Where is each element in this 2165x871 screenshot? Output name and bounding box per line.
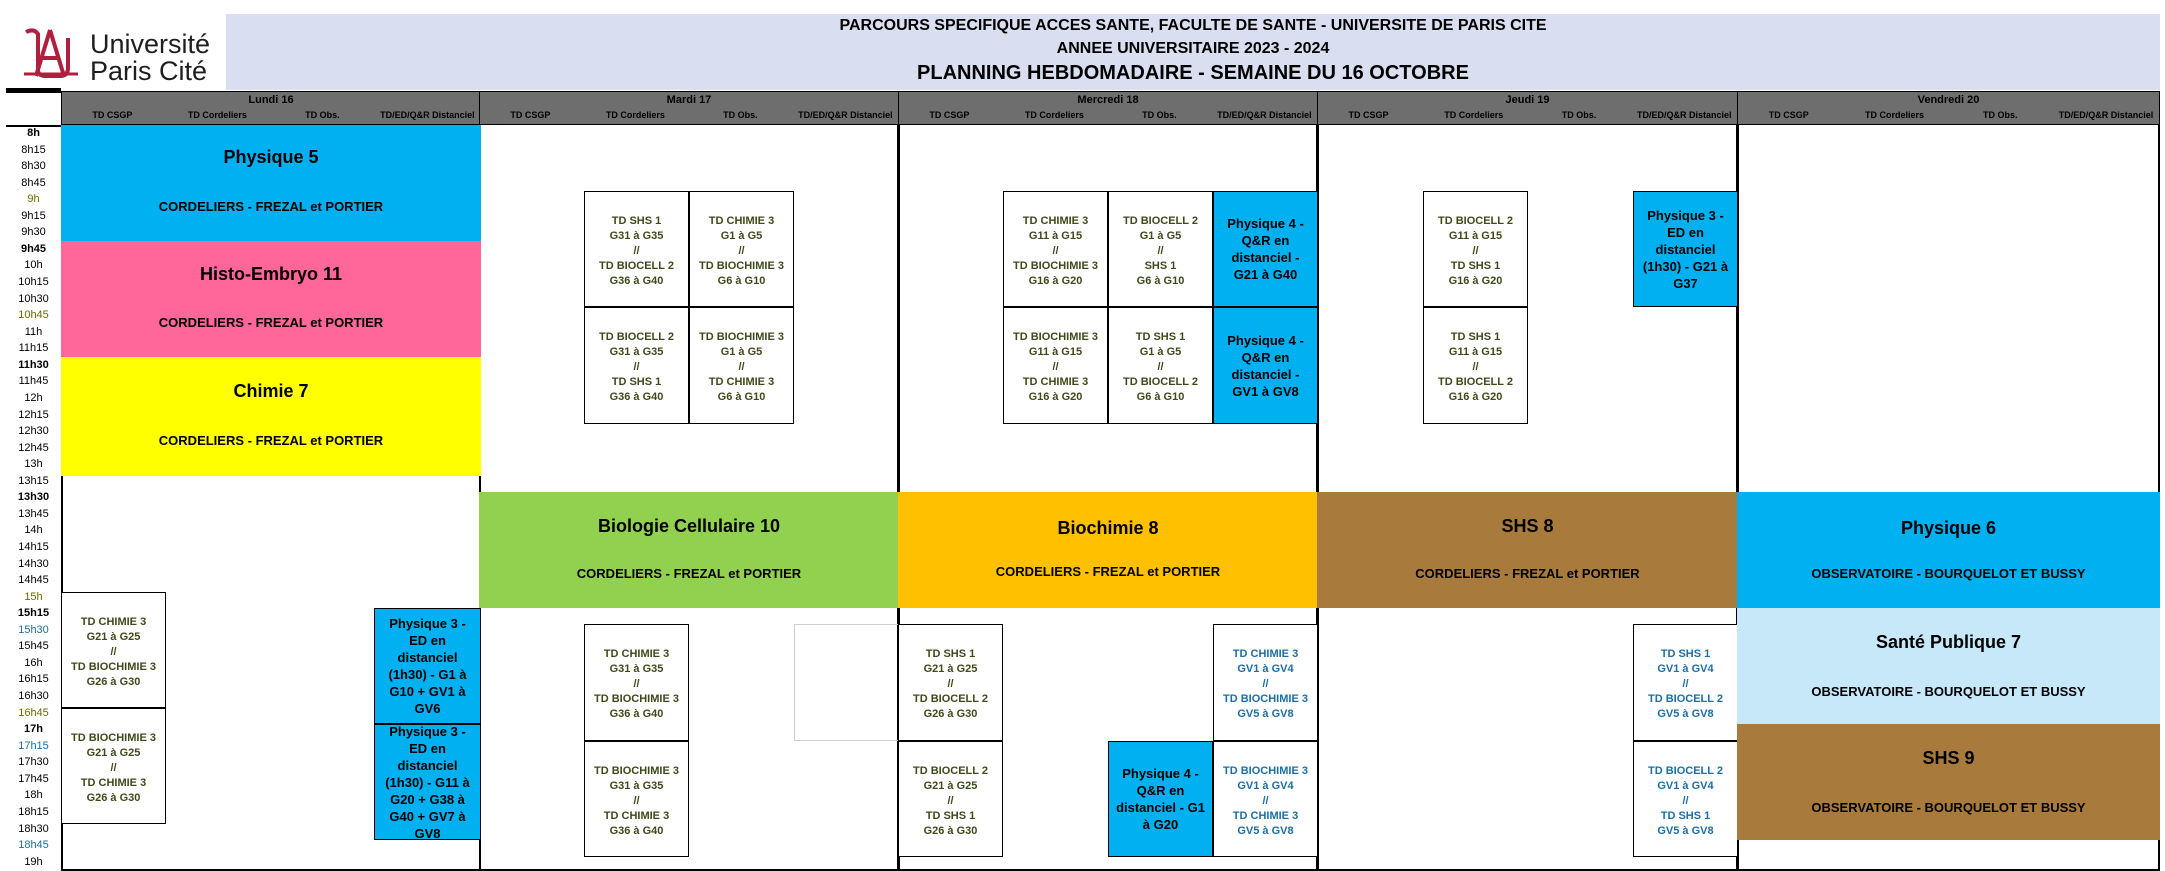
lecture-biologie-cellulaire-10[interactable]	[479, 492, 899, 608]
logo-text-universite: Université	[90, 29, 211, 59]
lecture-title: SHS 8	[1501, 516, 1554, 536]
lecture-biochimie-8[interactable]	[898, 492, 1318, 608]
subcolumn-header: TD CSGP	[1768, 110, 1809, 120]
time-label: 13h15	[18, 474, 49, 487]
distanciel-block[interactable]: Physique 4 - Q&R en distanciel - GV1 à GV8	[1213, 307, 1318, 424]
time-label: 15h15	[17, 607, 50, 620]
lecture-location: OBSERVATOIRE - BOURQUELOT ET BUSSY	[1811, 684, 2086, 699]
lecture-title: Physique 5	[223, 147, 319, 167]
lecture-location: CORDELIERS - FREZAL et PORTIER	[158, 199, 384, 214]
subcolumn-header: TD Obs.	[723, 110, 758, 120]
time-label: 17h45	[18, 772, 49, 785]
lecture-shs-8[interactable]	[1317, 492, 1738, 608]
subcolumn-header: TD/ED/Q&R Distanciel	[1217, 110, 1312, 120]
subcolumn-header: TD/ED/Q&R Distanciel	[798, 110, 893, 120]
time-label: 10h30	[18, 292, 49, 305]
time-label: 15h	[24, 590, 43, 603]
subcolumn-header: TD/ED/Q&R Distanciel	[2058, 110, 2154, 120]
td-block[interactable]: TD SHS 1 G21 à G25 // TD BIOCELL 2 G26 à G30	[898, 624, 1003, 741]
td-block[interactable]: TD CHIMIE 3 G21 à G25 // TD BIOCHIMIE 3 G26 à G30	[61, 592, 166, 708]
time-label: 14h45	[18, 574, 49, 587]
lecture-title: SHS 9	[1922, 748, 1975, 768]
lecture-title: Biochimie 8	[1057, 518, 1159, 538]
time-label: 14h30	[18, 557, 49, 570]
time-label: 12h30	[18, 425, 49, 438]
time-label: 17h30	[18, 756, 49, 769]
time-label: 12h45	[18, 441, 49, 454]
time-label: 18h	[24, 789, 43, 802]
subcolumn-header: TD Cordeliers	[605, 110, 665, 120]
lecture-location: OBSERVATOIRE - BOURQUELOT ET BUSSY	[1811, 566, 2086, 581]
td-block[interactable]: TD BIOCHIMIE 3 G1 à G5 // TD CHIMIE 3 G6 à G10	[689, 307, 794, 424]
lecture-location: CORDELIERS - FREZAL et PORTIER	[576, 566, 802, 581]
td-block[interactable]: TD CHIMIE 3 G11 à G15 // TD BIOCHIMIE 3 G16 à G20	[1003, 191, 1108, 307]
lecture-shs-9[interactable]	[1737, 724, 2160, 840]
time-label: 10h15	[18, 276, 49, 289]
time-label: 12h	[24, 391, 43, 404]
time-label: 17h	[24, 723, 43, 736]
subcolumn-header: TD Obs.	[1142, 110, 1177, 120]
time-label: 8h	[27, 127, 40, 139]
subcolumn-header: TD CSGP	[510, 110, 551, 120]
td-block[interactable]: TD SHS 1 G1 à G5 // TD BIOCELL 2 G6 à G10	[1108, 307, 1213, 424]
td-block[interactable]: TD BIOCELL 2 G21 à G25 // TD SHS 1 G26 à G30	[898, 741, 1003, 857]
time-label: 11h	[24, 325, 43, 338]
subcolumn-header-row	[898, 109, 1318, 125]
lecture-location: CORDELIERS - FREZAL et PORTIER	[158, 433, 384, 448]
time-label: 14h	[24, 524, 43, 537]
day-header: Lundi 16	[61, 91, 481, 109]
td-block[interactable]: TD SHS 1 GV1 à GV4 // TD BIOCELL 2 GV5 à GV8	[1633, 624, 1738, 741]
lecture-location: CORDELIERS - FREZAL et PORTIER	[158, 315, 384, 330]
distanciel-block[interactable]: Physique 4 - Q&R en distanciel - G21 à G40	[1213, 191, 1318, 307]
td-block[interactable]: TD BIOCHIMIE 3 G11 à G15 // TD CHIMIE 3 G16 à G20	[1003, 307, 1108, 424]
lecture-title: Santé Publique 7	[1875, 632, 2022, 652]
time-label: 15h45	[18, 640, 49, 653]
lecture-sante-publique-7[interactable]	[1737, 608, 2160, 724]
subcolumn-header: TD/ED/Q&R Distanciel	[380, 110, 475, 120]
time-label: 9h15	[21, 209, 46, 222]
university-logo	[8, 14, 223, 86]
divider	[6, 88, 61, 93]
time-label: 17h15	[18, 739, 49, 752]
td-block[interactable]: TD BIOCELL 2 GV1 à GV4 // TD SHS 1 GV5 à GV8	[1633, 741, 1738, 857]
time-label: 10h	[24, 259, 43, 272]
time-label: 8h45	[21, 176, 46, 189]
td-block[interactable]: TD SHS 1 G31 à G35 // TD BIOCELL 2 G36 à G40	[584, 191, 689, 307]
td-block[interactable]: TD CHIMIE 3 GV1 à GV4 // TD BIOCHIMIE 3 GV5 à GV8	[1213, 624, 1318, 741]
subcolumn-header: TD Obs.	[305, 110, 340, 120]
time-label: 9h30	[21, 226, 46, 239]
subcolumn-header-row	[1737, 109, 2160, 125]
page-title: PLANNING HEBDOMADAIRE - SEMAINE DU 16 OCTOBRE	[917, 62, 1469, 84]
distanciel-block[interactable]: Physique 4 - Q&R en distanciel - G1 à G20	[1108, 741, 1213, 857]
lecture-title: Biologie Cellulaire 10	[597, 516, 781, 536]
td-block[interactable]: TD BIOCELL 2 G11 à G15 // TD SHS 1 G16 à G20	[1423, 191, 1528, 307]
lecture-location: CORDELIERS - FREZAL et PORTIER	[995, 564, 1221, 579]
td-block[interactable]: TD BIOCELL 2 G1 à G5 // SHS 1 G6 à G10	[1108, 191, 1213, 307]
time-label: 15h30	[18, 623, 49, 636]
time-label: 16h15	[18, 673, 49, 686]
time-label: 8h15	[21, 143, 46, 156]
subcolumn-header: TD Obs.	[1982, 110, 2018, 120]
time-label: 12h15	[18, 408, 49, 421]
distanciel-block[interactable]: Physique 3 - ED en distanciel (1h30) - G11 à G20 + G38 à G40 + GV7 à GV8	[374, 724, 481, 840]
subcolumn-header: TD CSGP	[92, 110, 133, 120]
time-label: 18h15	[18, 805, 49, 818]
lecture-chimie-7[interactable]	[61, 357, 481, 476]
subcolumn-header: TD Cordeliers	[1444, 110, 1504, 120]
day-header: Vendredi 20	[1737, 91, 2160, 109]
time-label: 16h30	[18, 690, 49, 703]
lecture-title: Histo-Embryo 11	[199, 264, 343, 284]
time-label: 14h15	[18, 541, 49, 553]
time-label: 8h30	[21, 160, 46, 173]
time-label: 13h	[24, 458, 43, 471]
day-header: Jeudi 19	[1317, 91, 1738, 109]
td-block[interactable]: TD BIOCHIMIE 3 G31 à G35 // TD CHIMIE 3 G36 à G40	[584, 741, 689, 857]
subcolumn-header: TD Cordeliers	[187, 110, 247, 120]
subcolumn-header: TD CSGP	[1348, 110, 1389, 120]
subcolumn-header: TD/ED/Q&R Distanciel	[1637, 110, 1732, 120]
empty-cell	[794, 624, 899, 741]
day-header: Mercredi 18	[898, 91, 1318, 109]
time-label: 9h45	[20, 242, 47, 255]
time-label: 13h45	[18, 507, 49, 520]
time-label: 13h30	[17, 491, 50, 504]
header-line-1: PARCOURS SPECIFIQUE ACCES SANTE, FACULTE DE SANTE - UNIVERSITE DE PARIS CITE	[839, 17, 1547, 34]
td-block[interactable]: TD BIOCHIMIE 3 G21 à G25 // TD CHIMIE 3 G26 à G30	[61, 708, 166, 824]
time-label: 10h45	[18, 309, 49, 322]
lecture-physique-5[interactable]	[61, 125, 481, 241]
td-block[interactable]: TD BIOCHIMIE 3 GV1 à GV4 // TD CHIMIE 3 GV5 à GV8	[1213, 741, 1318, 857]
lecture-title: Physique 6	[1900, 518, 1997, 538]
lecture-location: OBSERVATOIRE - BOURQUELOT ET BUSSY	[1811, 800, 2086, 815]
day-header: Mardi 17	[479, 91, 899, 109]
td-block[interactable]: TD BIOCELL 2 G31 à G35 // TD SHS 1 G36 à G40	[584, 307, 689, 424]
td-block[interactable]: TD SHS 1 G11 à G15 // TD BIOCELL 2 G16 à G20	[1423, 307, 1528, 424]
header-line-2: ANNEE UNIVERSITAIRE 2023 - 2024	[1056, 40, 1330, 57]
subcolumn-header: TD Cordeliers	[1864, 110, 1925, 120]
td-block[interactable]: TD CHIMIE 3 G31 à G35 // TD BIOCHIMIE 3 G36 à G40	[584, 624, 689, 741]
lecture-physique-6[interactable]	[1737, 492, 2160, 608]
time-label: 16h	[24, 656, 43, 669]
lecture-histo-embryo-11[interactable]	[61, 241, 481, 357]
subcolumn-header-row	[61, 109, 481, 125]
time-label: 11h45	[18, 375, 49, 388]
lecture-location: CORDELIERS - FREZAL et PORTIER	[1415, 566, 1640, 581]
subcolumn-header-row	[1317, 109, 1738, 125]
time-label: 11h30	[18, 358, 49, 371]
time-label: 18h45	[18, 839, 49, 852]
lecture-title: Chimie 7	[233, 381, 309, 401]
logo-text-paris-cite: Paris Cité	[90, 56, 208, 86]
time-label: 16h45	[18, 706, 49, 719]
distanciel-block[interactable]: Physique 3 - ED en distanciel (1h30) - G21 à G37	[1633, 191, 1738, 307]
university-logo-icon	[20, 24, 80, 80]
subcolumn-header: TD Cordeliers	[1024, 110, 1084, 120]
distanciel-block[interactable]: Physique 3 - ED en distanciel (1h30) - G1 à G10 + GV1 à GV6	[374, 608, 481, 724]
subcolumn-header: TD CSGP	[929, 110, 970, 120]
td-block[interactable]: TD CHIMIE 3 G1 à G5 // TD BIOCHIMIE 3 G6 à G10	[689, 191, 794, 307]
subcolumn-header-row	[479, 109, 899, 125]
time-label: 18h30	[18, 822, 49, 835]
time-label: 11h15	[18, 342, 49, 355]
time-label: 19h	[24, 855, 43, 868]
subcolumn-header: TD Obs.	[1561, 110, 1597, 120]
time-label: 9h	[27, 193, 40, 206]
